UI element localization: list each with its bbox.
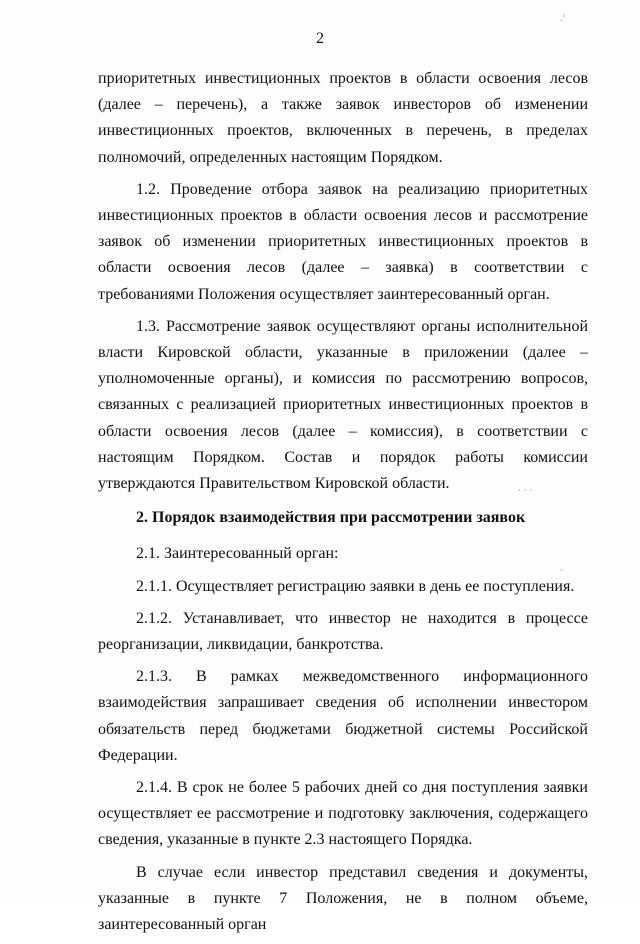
item-2-1-1: 2.1.1. Осуществляет регистрацию заявки в день ее поступления. bbox=[136, 577, 575, 595]
scan-noise: · · · bbox=[518, 486, 533, 496]
page-number: 2 bbox=[316, 30, 324, 47]
item-2-1: 2.1. Заинтересованный орган: bbox=[136, 545, 339, 563]
section-heading: 2. Порядок взаимодействия при рассмотрении заявок bbox=[136, 509, 526, 527]
scan-noise: .' bbox=[560, 14, 566, 24]
paragraph-1-3: 1.3. Рассмотрение заявок осуществляют органы исполнительной власти Кировской области, указанные в приложении (далее – уполномоченные органы), и комиссия по рассмотрению вопросов, связанных с реализацией приоритетных инвестиционных проектов в области освоения лесов (далее – комиссия), в соответствии с настоящим Порядком. Состав и порядок работы комиссии утверждаются Правительством Кировской области. bbox=[98, 317, 588, 493]
paragraph-incomplete-documents: В случае если инвестор представил сведения и документы, указанные в пункте 7 Положения, не в полном объеме, заинтересованный орган bbox=[98, 863, 588, 934]
item-2-1-3: 2.1.3. В рамках межведомственного информационного взаимодействия запрашивает сведения об исполнении инвестором обязательств перед бюджетами бюджетной системы Российской Федерации. bbox=[98, 668, 588, 764]
scan-noise: · bbox=[560, 566, 563, 576]
document-body bbox=[98, 66, 588, 944]
paragraph-1-2: 1.2. Проведение отбора заявок на реализацию приоритетных инвестиционных проектов в области освоения лесов и рассмотрение заявок об изменении приоритетных инвестиционных проектов в области освоения лесов (далее – заявка) в соответствии с требованиями Положения осуществляет заинтересованный орган. bbox=[98, 180, 588, 303]
paragraph-continuation: приоритетных инвестиционных проектов в области освоения лесов (далее – перечень), а также заявок инвесторов об изменении инвестиционных проектов, включенных в перечень, в пределах полномочий, определенных настоящим Порядком. bbox=[98, 70, 588, 166]
item-2-1-2: 2.1.2. Устанавливает, что инвестор не находится в процессе реорганизации, ликвидации, банкротства. bbox=[98, 609, 588, 654]
item-2-1-4: 2.1.4. В срок не более 5 рабочих дней со дня поступления заявки осуществляет ее рассмотрение и подготовку заключения, содержащего сведения, указанные в пункте 2.3 настоящего Порядка. bbox=[98, 779, 588, 849]
